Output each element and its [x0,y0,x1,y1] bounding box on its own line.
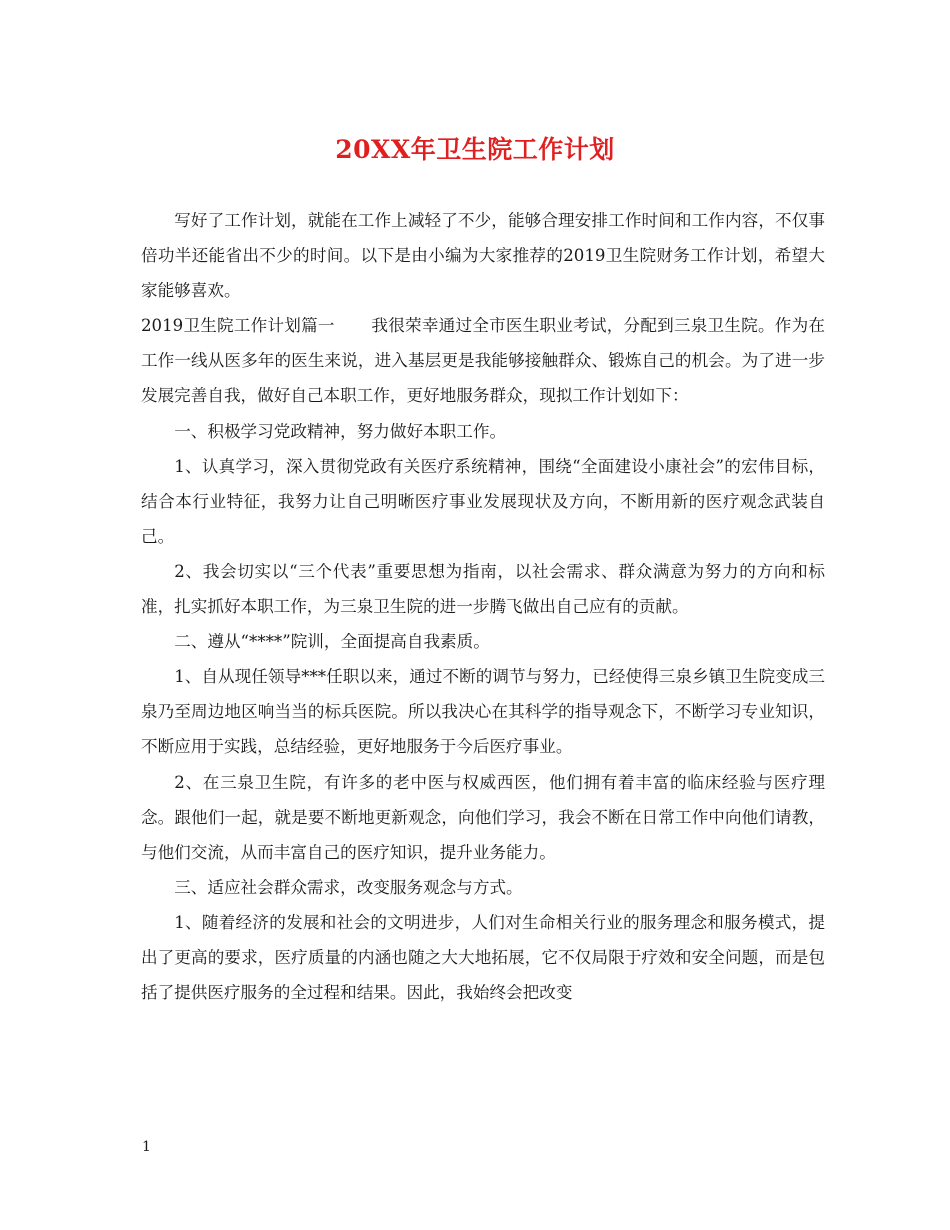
section-paragraph [141,308,825,413]
paragraph-heading-3: 三、适应社会群众需求，改变服务观念与方式。 [174,877,523,897]
paragraph: 2、在三泉卫生院，有许多的老中医与权威西医，他们拥有着丰富的临床经验与医疗理念。跟他们一起，就是要不断地更新观念，向他们学习，我会不断在日常工作中向他们请教，与他们交流，从而丰富自己的医疗知识，提升业务能力。 [141,772,825,862]
paragraph: 1、认真学习，深入贯彻党政有关医疗系统精神，围绕“全面建设小康社会”的宏伟目标，结合本行业特征，我努力让自己明晰医疗事业发展现状及方向，不断用新的医疗观念武装自己。 [141,456,825,546]
document-body [141,203,825,1010]
document-title: 20XX年卫生院工作计划 [335,135,615,164]
paragraph-heading-1: 一、积极学习党政精神，努力做好本职工作。 [174,421,507,441]
page-number: 1 [142,1139,151,1155]
paragraph: 2、我会切实以“三个代表”重要思想为指南，以社会需求、群众满意为努力的方向和标准，扎实抓好本职工作，为三泉卫生院的进一步腾飞做出自己应有的贡献。 [141,561,825,617]
intro-paragraph: 写好了工作计划，就能在工作上减轻了不少，能够合理安排工作时间和工作内容，不仅事倍功半还能省出不少的时间。以下是由小编为大家推荐的2019卫生院财务工作计划，希望大家能够喜欢。 [141,211,825,301]
section-intro: 我很荣幸通过全市医生职业考试，分配到三泉卫生院。作为在工作一线从医多年的医生来说，进入基层更是我能够接触群众、锻炼自己的机会。为了进一步发展完善自我，做好自己本职工作，更好地服务群众，现拟工作计划如下： [141,316,825,406]
paragraph-heading-2: 二、遵从“****”院训，全面提高自我素质。 [174,632,490,652]
paragraph: 1、随着经济的发展和社会的文明进步，人们对生命相关行业的服务理念和服务模式，提出了更高的要求，医疗质量的内涵也随之大大地拓展，它不仅局限于疗效和安全问题，而是包括了提供医疗服务的全过程和结果。因此，我始终会把改变 [141,912,825,1003]
paragraph: 1、自从现任领导***任职以来，通过不断的调节与努力，已经使得三泉乡镇卫生院变成三泉乃至周边地区响当当的标兵医院。所以我决心在其科学的指导观念下，不断学习专业知识，不断应用于实践，总结经验，更好地服务于今后医疗事业。 [141,667,825,757]
section-heading: 2019卫生院工作计划篇一 [141,316,335,336]
